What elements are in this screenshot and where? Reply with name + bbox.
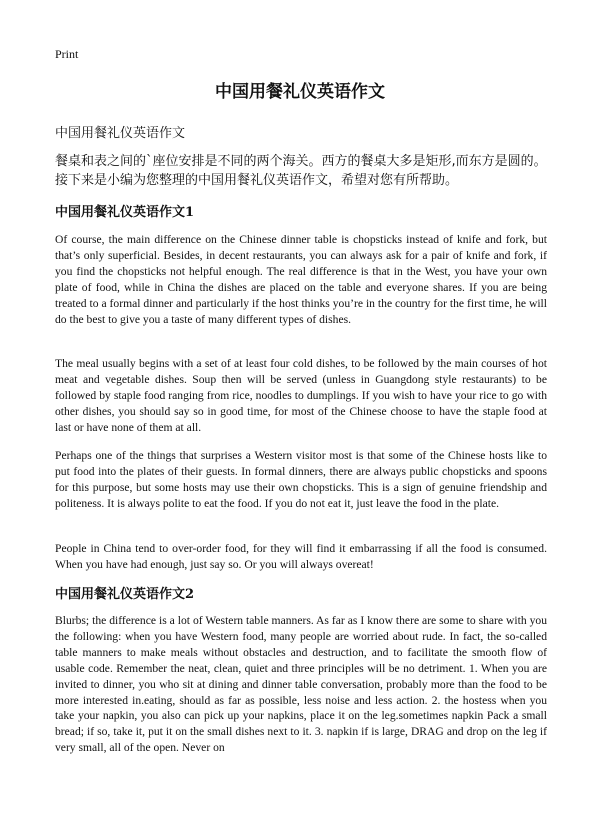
section1-paragraph: People in China tend to over-order food, for they will find it embarrassing if all the food is consumed. When you have had enough, just say so. Or you will always overeat!: [55, 542, 547, 571]
section1-paragraph: Of course, the main difference on the Chinese dinner table is chopsticks instead of knife and fork, but that’s only superficial. Besides, in decent restaurants, you can always ask for a pair of knife and fork, if you find the chopsticks not helpful enough. The real difference is that in the West, you have your own plate of food, while in China the dishes are placed on the table and everyone shares. If you are being treated to a formal dinner and particularly if the host thinks you’re in the country for the first time, he will do the best to give you a taste of many different types of dishes.: [55, 233, 547, 326]
section1-heading: 中国用餐礼仪英语作文1: [55, 205, 195, 220]
section2-heading: 中国用餐礼仪英语作文2: [55, 587, 195, 602]
document-subtitle: 中国用餐礼仪英语作文: [55, 126, 186, 141]
intro-paragraph: 餐桌和表之间的`座位安排是不同的两个海关。西方的餐桌大多是矩形,而东方是圆的。接下来是小编为您整理的中国用餐礼仪英语作文，希望对您有所帮助。: [55, 154, 547, 188]
section1-paragraph: The meal usually begins with a set of at least four cold dishes, to be followed by the main courses of hot meat and vegetable dishes. Soup then will be served (unless in Guangdong style restaurants) to be followed by staple food ranging from rice, noodles to dumplings. If you wish to have your rice to go with other dishes, you should say so in good time, for most of the Chinese choose to have the staple food at last or have none of them at all.: [55, 357, 547, 434]
print-label[interactable]: Print: [55, 47, 79, 61]
section2-paragraph: Blurbs; the difference is a lot of Western table manners. As far as I know there are some to share with you the following: when you have Western food, many people are worried about rude. In fact, the so-called table manners to make meals without obstacles and destruction, and to facilitate the smooth flow of usable code. Remember the neat, clean, quiet and three principles will be no detriment. 1. When you are invited to dinner, you who sit at dining and dinner table conversation, probably more than the food to be more interested in.eating, should as far as possible, less noise and less action. 2. the hostess when you take your napkin, you also can pick up your napkins, place it on the leg.sometimes napkin Pack a small bread; if so, take it, put it on the small dishes next to it. 3. napkin if is large, DRAG and drop on the leg if very small, all of the open. Never on: [55, 614, 547, 755]
section1-paragraph: Perhaps one of the things that surprises a Western visitor most is that some of the Chinese hosts like to put food into the plates of their guests. In formal dinners, there are always public chopsticks and spoons for this purpose, but some hosts may use their own chopsticks. This is a sign of genuine friendship and politeness. It is always polite to eat the food. If you do not eat it, just leave the food in the plate.: [55, 449, 547, 510]
page-title: 中国用餐礼仪英语作文: [215, 82, 385, 102]
